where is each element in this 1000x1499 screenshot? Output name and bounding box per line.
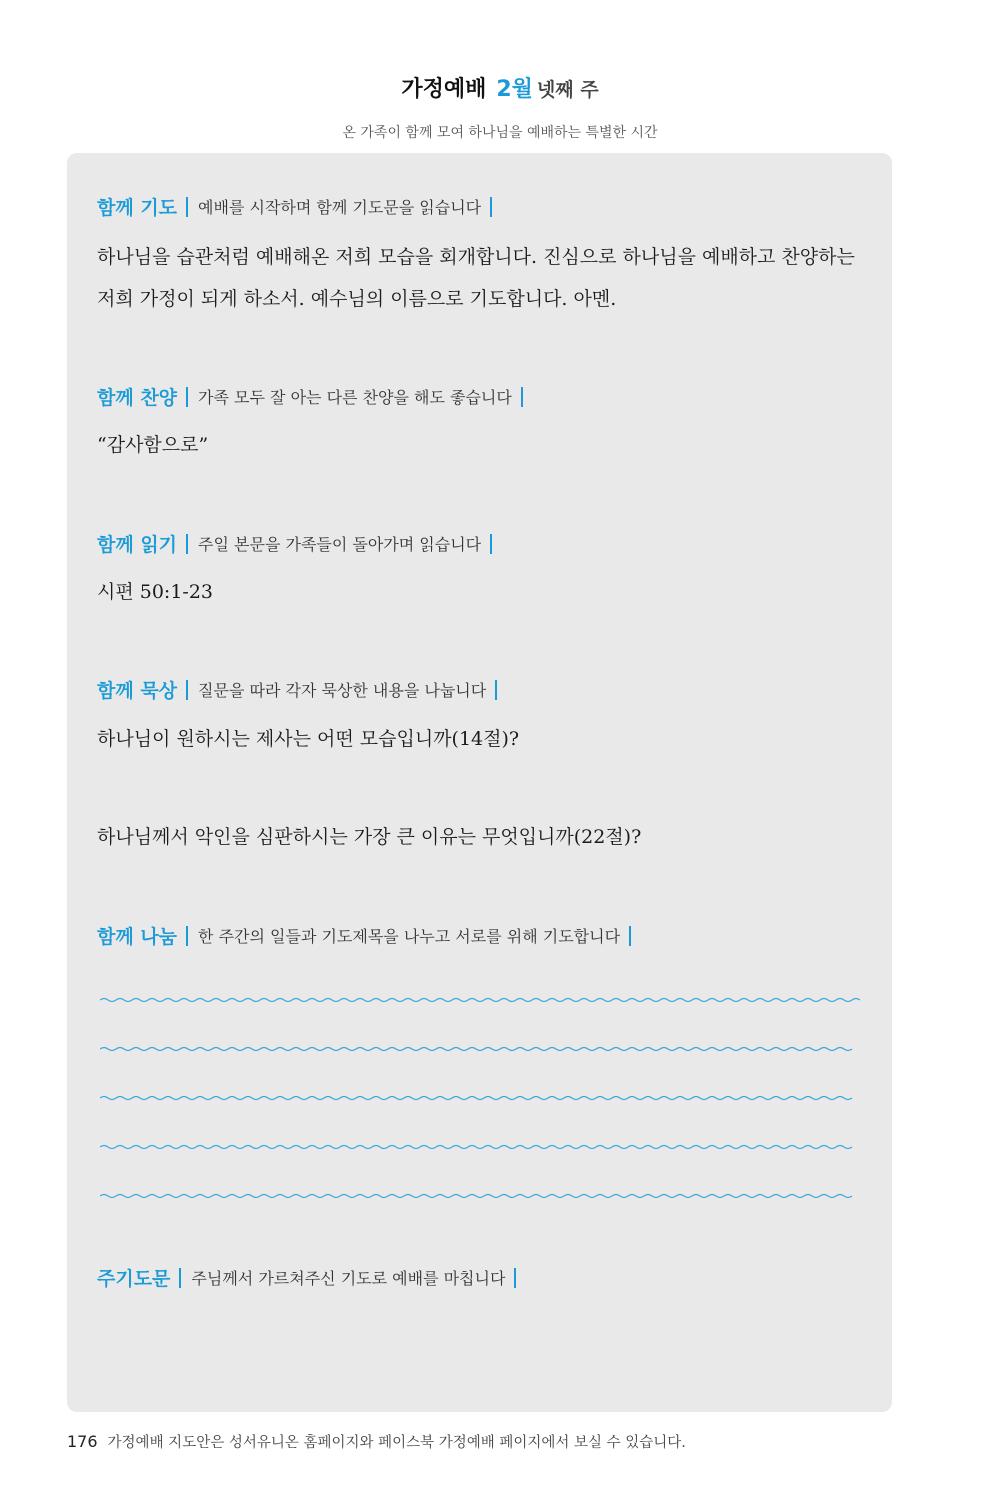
divider-bar [629,926,631,946]
worship-guide-panel [67,153,892,1412]
title-month: 2월 [496,77,533,102]
scripture-reference: 시편 50:1-23 [97,581,214,603]
divider-bar [186,680,188,700]
praise-label: 함께 찬양 [97,387,178,409]
divider-bar [521,387,523,407]
divider-bar [186,197,188,217]
lords-prayer-section-header [97,1264,526,1291]
sharing-description: 한 주간의 일들과 기도제목을 나누고 서로를 위해 기도합니다 [198,927,621,946]
divider-bar [186,387,188,407]
praise-song-title: “감사함으로” [97,434,209,456]
page-title [401,77,598,102]
reading-description: 주일 본문을 가족들이 돌아가며 읽습니다 [198,535,482,554]
meditation-question-2: 하나님께서 악인을 심판하시는 가장 큰 이유는 무엇입니까(22절)? [97,826,642,848]
praise-section-header [97,383,533,410]
writing-line [100,1192,860,1200]
divider-bar [186,534,188,554]
sharing-section-header [97,922,641,949]
divider-bar [179,1268,181,1288]
meditation-question-1: 하나님이 원하시는 제사는 어떤 모습입니까(14절)? [97,728,520,750]
writing-line [100,1143,860,1151]
prayer-text: 하나님을 습관처럼 예배해온 저희 모습을 회개합니다. 진심으로 하나님을 예배하고 찬양하는 저희 가정이 되게 하소서. 예수님의 이름으로 기도합니다. 아멘. [97,246,855,310]
divider-bar [186,926,188,946]
reading-label: 함께 읽기 [97,534,178,556]
writing-line [100,1094,860,1102]
lords-prayer-description: 주님께서 가르쳐주신 기도로 예배를 마칩니다 [191,1269,506,1288]
sharing-label: 함께 나눔 [97,926,178,948]
meditation-description: 질문을 따라 각자 묵상한 내용을 나눕니다 [198,681,487,700]
divider-bar [490,197,492,217]
divider-bar [514,1268,516,1288]
meditation-section-header [97,676,507,703]
divider-bar [495,680,497,700]
page-subtitle: 온 가족이 함께 모여 하나님을 예배하는 특별한 시간 [342,125,658,141]
meditation-label: 함께 묵상 [97,680,178,702]
prayer-label: 함께 기도 [97,197,178,219]
page-footer [67,1431,686,1452]
title-week: 넷째 주 [536,79,599,101]
prayer-section-header [97,193,502,220]
page-number: 176 [67,1432,98,1451]
footer-note: 가정예배 지도안은 성서유니온 홈페이지와 페이스북 가정예배 페이지에서 보실 수 있습니다. [107,1435,686,1451]
title-text: 가정예배 [401,77,487,102]
prayer-description: 예배를 시작하며 함께 기도문을 읽습니다 [198,198,482,217]
lords-prayer-label: 주기도문 [97,1268,171,1290]
writing-line [100,1045,860,1053]
writing-line [100,996,860,1004]
praise-description: 가족 모두 잘 아는 다른 찬양을 해도 좋습니다 [198,388,512,407]
reading-section-header [97,530,502,557]
page-header [0,72,1000,103]
divider-bar [490,534,492,554]
